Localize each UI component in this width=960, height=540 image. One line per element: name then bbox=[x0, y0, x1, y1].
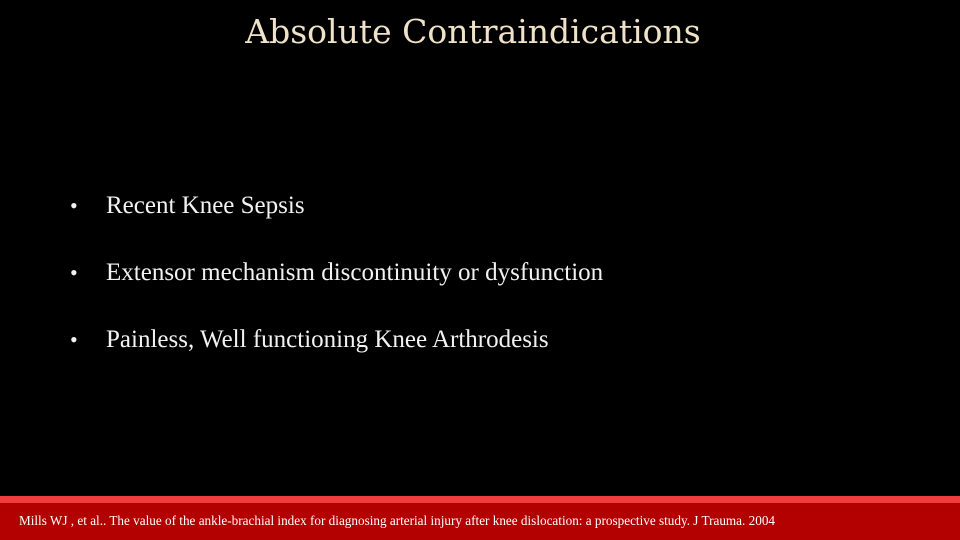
bullet-glyph: • bbox=[70, 327, 78, 352]
bullet-list bbox=[70, 192, 603, 393]
bullet-text: Painless, Well functioning Knee Arthrodesis bbox=[106, 326, 549, 353]
bullet-text: Extensor mechanism discontinuity or dysfunction bbox=[106, 259, 604, 286]
footer-accent-line bbox=[0, 496, 960, 503]
slide-title: Absolute Contraindications bbox=[245, 12, 701, 51]
bullet-item bbox=[70, 259, 603, 326]
bullet-item bbox=[70, 192, 603, 259]
bullet-glyph: • bbox=[70, 260, 78, 285]
footer-band bbox=[0, 496, 960, 540]
bullet-text: Recent Knee Sepsis bbox=[106, 192, 305, 219]
citation-text: Mills WJ , et al.. The value of the ankle-brachial index for diagnosing arterial injury after knee dislocation: a prospective study. J Trauma. 2004 bbox=[19, 513, 776, 528]
bullet-item bbox=[70, 326, 603, 393]
bullet-glyph: • bbox=[70, 193, 78, 218]
